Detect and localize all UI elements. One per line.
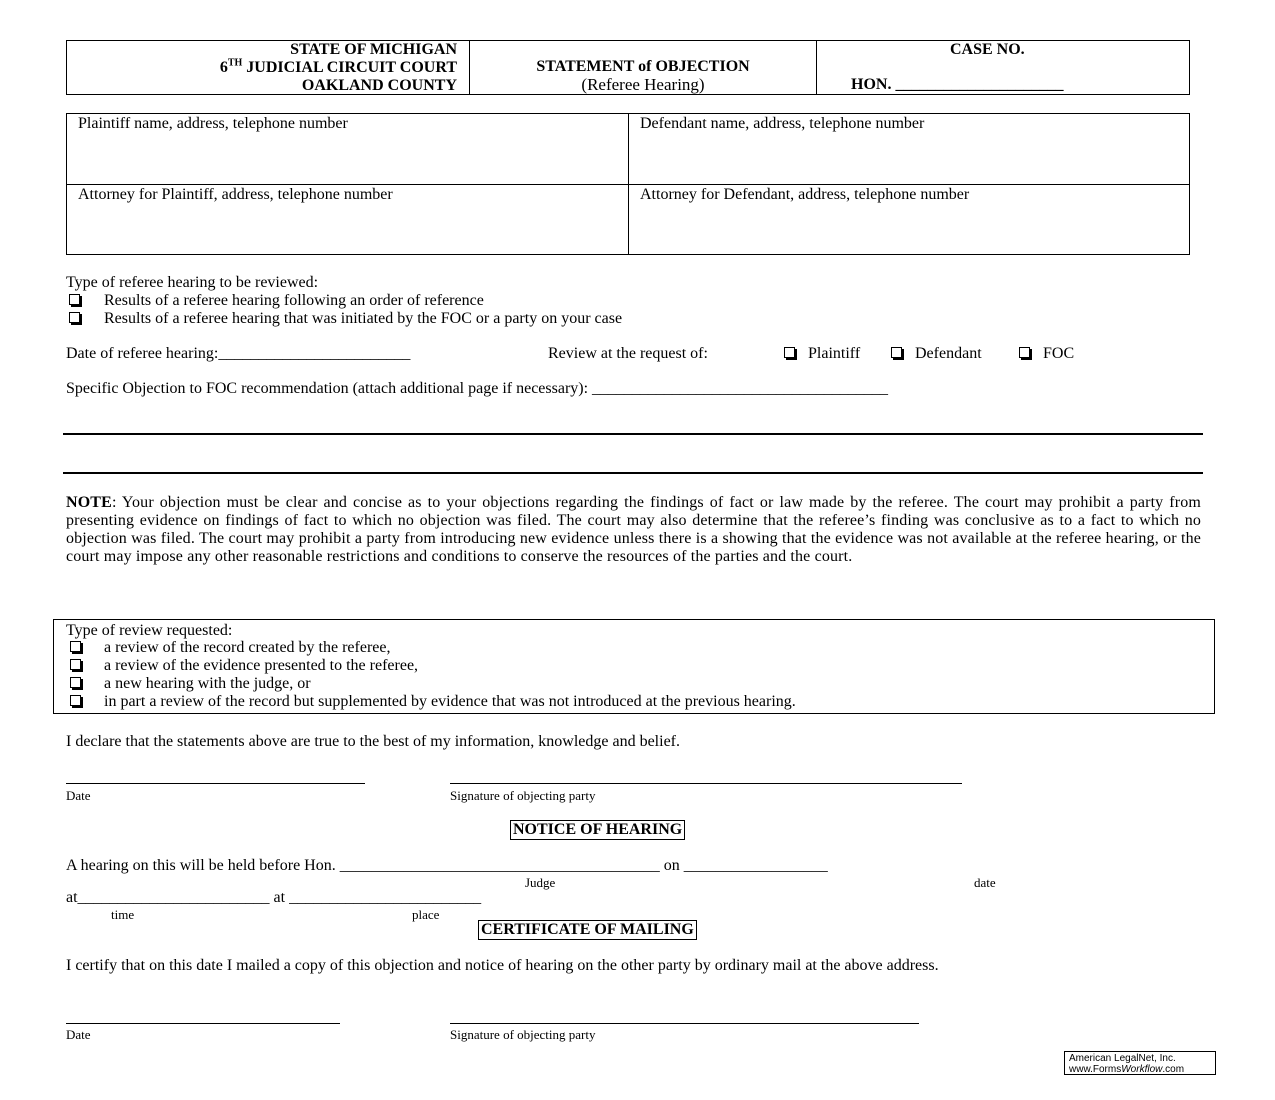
referee-foc-checkbox[interactable]: [69, 312, 80, 323]
objection-writing-line-2[interactable]: [63, 472, 1203, 474]
hearing-date-label: date: [974, 875, 996, 890]
specific-objection-field[interactable]: Specific Objection to FOC recommendation (attach additional page if necessary): _____________________________________: [66, 380, 889, 397]
request-defendant-label: Defendant: [915, 345, 982, 362]
certificate-signature-line[interactable]: [450, 1023, 919, 1024]
declaration-date-line[interactable]: [66, 783, 365, 784]
review-type-heading: Type of review requested:: [66, 622, 233, 639]
certificate-date-label: Date: [66, 1027, 91, 1042]
judge-label: Judge: [525, 875, 556, 890]
review-request-label: Review at the request of:: [548, 345, 708, 362]
parties-grid: [66, 113, 1190, 255]
referee-type-heading: Type of referee hearing to be reviewed:: [66, 274, 319, 291]
time-label: time: [111, 907, 135, 922]
form-title: STATEMENT of OBJECTION: [536, 58, 750, 75]
place-label: place: [412, 907, 440, 922]
certificate-of-mailing-title: CERTIFICATE OF MAILING: [478, 920, 697, 940]
case-no-label: CASE NO.: [950, 41, 1025, 58]
attorney-defendant-field[interactable]: Attorney for Defendant, address, telephone number: [640, 186, 970, 203]
hearing-time-place-field[interactable]: at________________________ at ________________________: [66, 889, 482, 906]
declaration-signature-line[interactable]: [450, 783, 962, 784]
case-info-block: [817, 41, 1189, 94]
form-title-block: [470, 41, 817, 94]
request-plaintiff-checkbox[interactable]: [784, 347, 795, 358]
review-type-box: [53, 619, 1215, 714]
review-record-option: a review of the record created by the referee,: [104, 639, 391, 656]
court-line-circuit: 6TH JUDICIAL CIRCUIT COURT: [219, 57, 457, 76]
request-plaintiff-label: Plaintiff: [808, 345, 861, 362]
referee-order-option: Results of a referee hearing following an order of reference: [104, 292, 484, 309]
request-foc-checkbox[interactable]: [1019, 347, 1030, 358]
declaration-signature-label: Signature of objecting party: [450, 788, 596, 803]
declaration-text: I declare that the statements above are true to the best of my information, knowledge and belief.: [66, 733, 680, 750]
publisher-stamp: [1064, 1051, 1216, 1075]
referee-order-checkbox[interactable]: [69, 294, 80, 305]
review-record-checkbox[interactable]: [70, 641, 81, 652]
form-subtitle: (Referee Hearing): [581, 75, 705, 94]
review-new-hearing-checkbox[interactable]: [70, 677, 81, 688]
review-new-hearing-option: a new hearing with the judge, or: [104, 675, 311, 692]
court-line-county: OAKLAND COUNTY: [301, 77, 457, 94]
defendant-field[interactable]: Defendant name, address, telephone number: [640, 115, 925, 132]
certificate-text: I certify that on this date I mailed a copy of this objection and notice of hearing on the other party by ordinary mail at the above address.: [66, 957, 939, 974]
caption-box: [66, 40, 1190, 95]
referee-foc-option: Results of a referee hearing that was initiated by the FOC or a party on your case: [104, 310, 623, 327]
review-evidence-option: a review of the evidence presented to the referee,: [104, 657, 419, 674]
review-partial-checkbox[interactable]: [70, 695, 81, 706]
note-paragraph: NOTE: Your objection must be clear and concise as to your objections regarding the findings of fact or law made by the referee. The court may prohibit a party from presenting evidence on findings of fact to which no objection was filed. The court may also determine that the referee’s finding was conclusive as to a fact to which no objection was filed. The court may prohibit a party from introducing new evidence unless there is a showing that the evidence was not available at the referee hearing, or the court may impose any other reasonable restrictions and conditions to conserve the resources of the parties and the court.: [66, 494, 1201, 565]
publisher-name: American LegalNet, Inc.: [1069, 1053, 1176, 1064]
request-foc-label: FOC: [1043, 345, 1075, 362]
certificate-date-line[interactable]: [66, 1023, 340, 1024]
court-line-state: STATE OF MICHIGAN: [290, 41, 457, 58]
attorney-plaintiff-field[interactable]: Attorney for Plaintiff, address, telephone number: [78, 186, 393, 203]
notice-of-hearing-title: NOTICE OF HEARING: [510, 820, 685, 840]
request-defendant-checkbox[interactable]: [891, 347, 902, 358]
hon-field[interactable]: HON. _____________________: [851, 76, 1064, 93]
certificate-signature-label: Signature of objecting party: [450, 1027, 596, 1042]
referee-hearing-date-field[interactable]: Date of referee hearing:________________________: [66, 345, 411, 362]
plaintiff-field[interactable]: Plaintiff name, address, telephone number: [78, 115, 348, 132]
review-evidence-checkbox[interactable]: [70, 659, 81, 670]
court-name-block: [67, 41, 470, 94]
objection-writing-line-1[interactable]: [63, 433, 1203, 435]
review-partial-option: in part a review of the record but supplemented by evidence that was not introduced at the previous hearing.: [104, 693, 796, 710]
publisher-url: www.FormsWorkflow.com: [1069, 1064, 1185, 1075]
hearing-judge-date-field[interactable]: A hearing on this will be held before Hon. ________________________________________ on __________________: [66, 857, 828, 874]
declaration-date-label: Date: [66, 788, 91, 803]
